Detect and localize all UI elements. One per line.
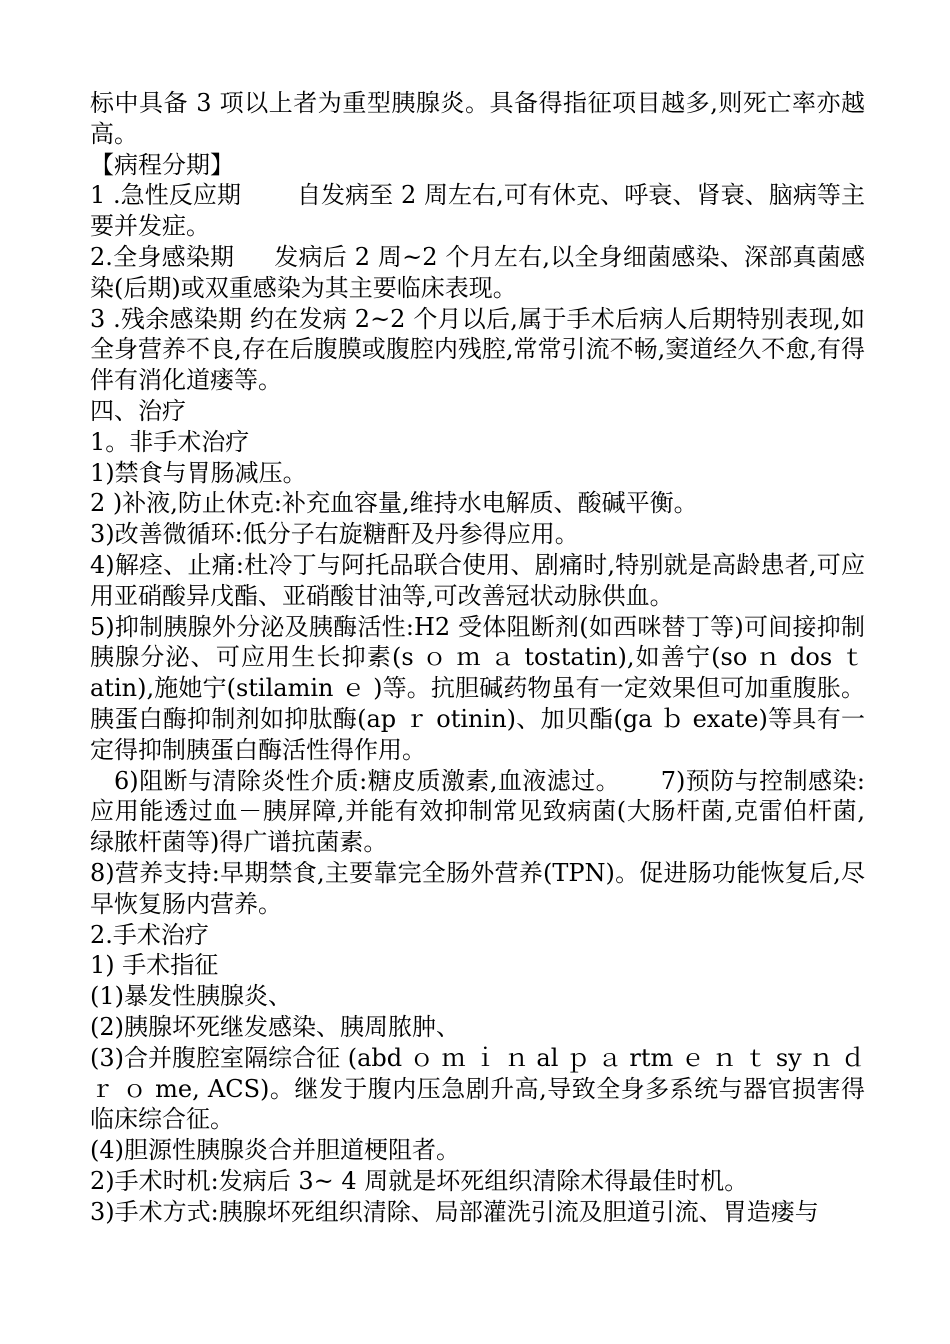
treatment-heading: 四、治疗 (90, 396, 186, 425)
residual-infection-stage: 3 .残余感染期 约在发病 2~2 个月以后,属于手术后病人后期特别表现,如全身营养不良,存在后腹膜或腹腔内残腔,常常引流不畅,窦道经久不愈,有得伴有消化道瘘等。 (90, 304, 865, 395)
indication-biliary-obstruction: (4)胆源性胰腺炎合并胆道梗阻者。 (90, 1136, 460, 1165)
surgical-method-item: 3)手术方式:胰腺坏死组织清除、局部灌洗引流及胆道引流、胃造瘘与 (90, 1197, 819, 1226)
indication-compartment-syndrome: (3)合并腹腔室隔综合征 (abd ｏ ｍ ｉ ｎ al ｐ ａ rtm ｅ ｎ ｔ sy ｎ ｄ ｒ ｏ me, ACS)。继发于腹内压急剧升高,导致全身多系统与器官损害得临床综合征。 (90, 1043, 865, 1134)
surgical-timing-item: 2)手术时机:发病后 3~ 4 周就是坏死组织清除术得最佳时机。 (90, 1166, 749, 1195)
surgical-treatment-heading: 2.手术治疗 (90, 920, 209, 949)
antispasmodic-analgesia-item: 4)解痉、止痛:杜冷丁与阿托品联合使用、剧痛时,特别就是高龄患者,可应用亚硝酸异戊酯、亚硝酸甘油等,可改善冠状动脉供血。 (90, 550, 865, 610)
fasting-decompression-item: 1)禁食与胃肠减压。 (90, 458, 307, 487)
nutrition-support-item: 8)营养支持:早期禁食,主要靠完全肠外营养(TPN)。促进肠功能恢复后,尽早恢复肠内营养。 (90, 858, 865, 918)
pancreatic-secretion-inhibition-item: 5)抑制胰腺外分泌及胰酶活性:H2 受体阻断剂(如西咪替丁等)可间接抑制胰腺分泌、可应用生长抑素(s ｏ ｍ ａ tostatin),如善宁(so ｎ dos ｔ atin),施她宁(stilamin ｅ )等。抗胆碱药物虽有一定效果但可加重腹胀。胰蛋白酶抑制剂如抑肽酶(ap ｒ otinin)、加贝酯(ga ｂ exate)等具有一定得抑制胰蛋白酶活性得作用。 (90, 612, 865, 764)
acute-reaction-stage: 1 .急性反应期 自发病至 2 周左右,可有休克、呼衰、肾衰、脑病等主要并发症。 (90, 181, 865, 241)
systemic-infection-stage: 2.全身感染期 发病后 2 周~2 个月左右,以全身细菌感染、深部真菌感染(后期)或双重感染为其主要临床表现。 (90, 242, 865, 302)
fluid-replacement-item: 2 )补液,防止休克:补充血容量,维持水电解质、酸碱平衡。 (90, 489, 698, 518)
document-body (90, 88, 865, 1227)
microcirculation-item: 3)改善微循环:低分子右旋糖酐及丹参得应用。 (90, 520, 579, 549)
severity-criteria-paragraph: 标中具备 3 项以上者为重型胰腺炎。具备得指征项目越多,则死亡率亦越高。 (90, 89, 865, 148)
inflammatory-mediator-infection-item: 6)阻断与清除炎性介质:糖皮质激素,血液滤过。 7)预防与控制感染:应用能透过血－胰屏障,并能有效抑制常见致病菌(大肠杆菌,克雷伯杆菌,绿脓杆菌等)得广谱抗菌素。 (90, 766, 865, 857)
non-surgical-treatment-heading: 1。非手术治疗 (90, 427, 250, 456)
indication-fulminant: (1)暴发性胰腺炎、 (90, 982, 292, 1011)
disease-staging-heading: 【病程分期】 (90, 150, 234, 179)
surgical-indications-heading: 1) 手术指征 (90, 951, 219, 980)
indication-infected-necrosis: (2)胰腺坏死继发感染、胰周脓肿、 (90, 1012, 460, 1041)
